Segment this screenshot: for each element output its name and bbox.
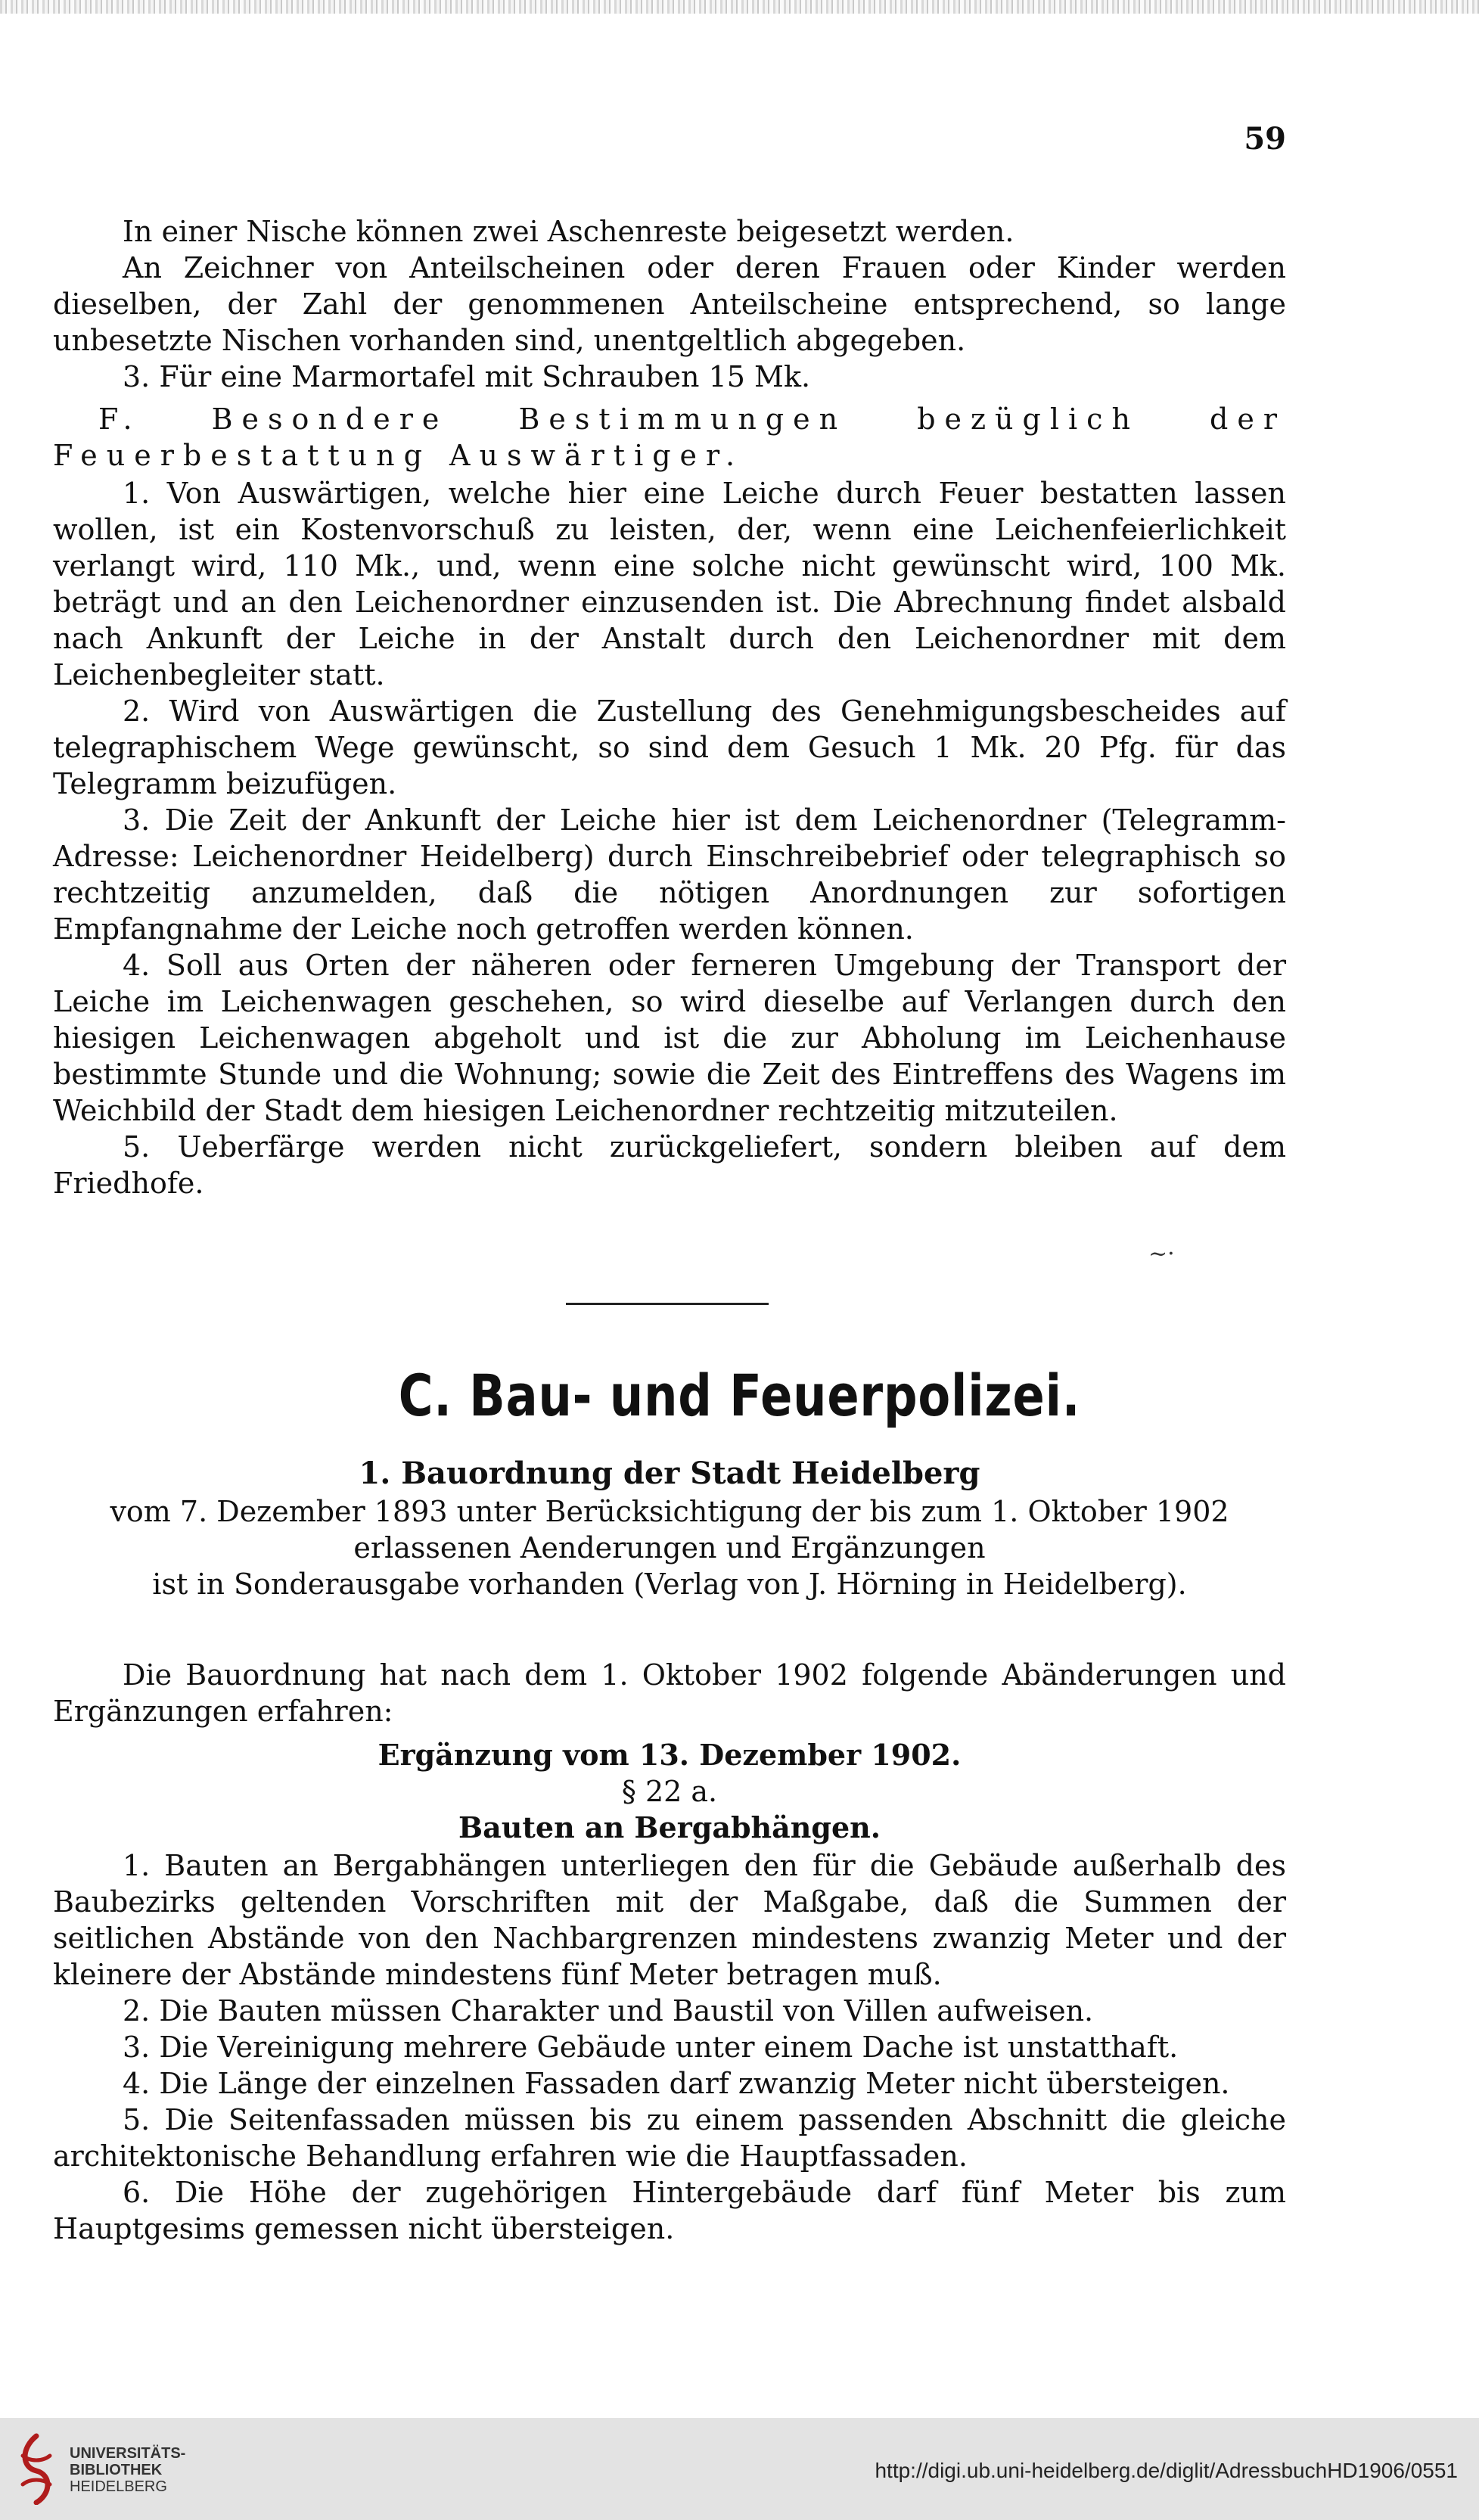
paragraph: An Zeichner von Anteilscheinen oder deren Frauen oder Kinder werden dieselben, der Zahl der genommenen Anteilscheine entsprechend, so lange unbesetzte Nischen vorhanden sind, unentgeltlich abgegeben. <box>53 251 1286 357</box>
list-item: 2. Die Bauten müssen Charakter und Baustil von Villen aufweisen. <box>123 1994 1094 2027</box>
list-item: 5. Ueberfärge werden nicht zurückgeliefert, sondern bleiben auf dem Friedhofe. <box>53 1130 1286 1200</box>
bauordnung-subtitle: vom 7. Dezember 1893 unter Berücksichtigung der bis zum 1. Oktober 1902 erlassenen Aenderungen und Ergänzungen <box>110 1495 1229 1565</box>
section-heading: F. Besondere Bestimmungen bezüglich der Feuerbestattung Auswärtiger. <box>53 402 1286 472</box>
list-item: 5. Die Seitenfassaden müssen bis zu einem passenden Abschnitt die gleiche architektonische Behandlung erfahren wie die Hauptfassaden. <box>53 2103 1286 2173</box>
library-seal-icon <box>14 2433 59 2505</box>
section-f <box>53 401 1286 474</box>
paragraph-number: § 22 a. <box>621 1775 718 1808</box>
paragraph: 3. Für eine Marmortafel mit Schrauben 15 Mk. <box>123 360 811 393</box>
bauordnung-title: 1. Bauordnung der Stadt Heidelberg <box>359 1456 980 1491</box>
list-item: 6. Die Höhe der zugehörigen Hintergebäude darf fünf Meter bis zum Hauptgesims gemessen nicht übersteigen. <box>53 2176 1286 2245</box>
paragraph: In einer Nische können zwei Aschenreste beigesetzt werden. <box>123 215 1014 248</box>
supplement <box>53 1737 1286 1846</box>
section-e-continuation <box>53 213 1286 395</box>
bauordnung-intro: Die Bauordnung hat nach dem 1. Oktober 1902 folgende Abänderungen und Ergänzungen erfahren: <box>53 1658 1286 1728</box>
page-number: 59 <box>1244 121 1286 157</box>
list-item: 3. Die Zeit der Ankunft der Leiche hier ist dem Leichenordner (Telegramm-Adresse: Leichenordner Heidelberg) durch Einschreibebrief oder telegraphisch so rechtzeitig anzumelden, daß die nötigen Anordnungen zur sofortigen Empfangnahme der Leiche noch getroffen werden können. <box>53 803 1286 946</box>
bauordnung-availability: ist in Sonderausgabe vorhanden (Verlag von J. Hörning in Heidelberg). <box>152 1568 1187 1601</box>
chapter-heading: C. Bau- und Feuerpolizei. <box>398 1362 1081 1429</box>
list-item: 4. Die Länge der einzelnen Fassaden darf zwanzig Meter nicht übersteigen. <box>123 2067 1230 2100</box>
scan-mark: ~· <box>1148 1241 1175 1267</box>
supplement-items <box>53 1847 1286 2247</box>
scan-top-edge <box>0 0 1479 14</box>
supplement-heading: Ergänzung vom 13. Dezember 1902. <box>378 1738 962 1772</box>
logo-line: UNIVERSITÄTS- <box>70 2445 186 2462</box>
list-item: 4. Soll aus Orten der näheren oder ferneren Umgebung der Transport der Leiche im Leichenwagen geschehen, so wird dieselbe auf Verlangen durch den hiesigen Leichenwagen abgeholt und ist die zur Abholung im Leichenhause bestimmte Stunde und die Wohnung; sowie die Zeit des Eintreffens des Wagens im Weichbild der Stadt dem hiesigen Leichenordner rechtzeitig mitzuteilen. <box>53 949 1286 1127</box>
footer-bar <box>0 2418 1479 2520</box>
bauordnung-intro-block <box>53 1657 1286 1729</box>
bauordnung-header <box>53 1454 1286 1602</box>
library-logo-text <box>70 2445 185 2495</box>
section-divider <box>566 1303 769 1305</box>
list-item: 1. Bauten an Bergabhängen unterliegen den für die Gebäude außerhalb des Baubezirks geltenden Vorschriften mit der Maßgabe, daß die Summen der seitlichen Abstände von den Nachbargrenzen mindestens zwanzig Meter und der kleinere der Abstände mindestens fünf Meter betragen muß. <box>53 1849 1286 1991</box>
list-item: 1. Von Auswärtigen, welche hier eine Leiche durch Feuer bestatten lassen wollen, ist ein Kostenvorschuß zu leisten, der, wenn eine Leichenfeierlichkeit verlangt wird, 110 Mk., und, wenn eine solche nicht gewünscht wird, 100 Mk. beträgt und an den Leichenordner einzusenden ist. Die Abrechnung findet alsbald nach Ankunft der Leiche in der Anstalt durch den Leichenordner mit dem Leichenbegleiter statt. <box>53 477 1286 691</box>
list-item: 2. Wird von Auswärtigen die Zustellung des Genehmigungsbescheides auf telegraphischem Wege gewünscht, so sind dem Gesuch 1 Mk. 20 Pfg. für das Telegramm beizufügen. <box>53 694 1286 800</box>
source-url-link[interactable]: http://digi.ub.uni-heidelberg.de/diglit/AdressbuchHD1906/0551 <box>875 2459 1458 2482</box>
list-item: 3. Die Vereinigung mehrere Gebäude unter einem Dache ist unstatthaft. <box>123 2031 1179 2064</box>
paragraph-title: Bauten an Bergabhängen. <box>458 1810 881 1844</box>
section-f-items <box>53 475 1286 1201</box>
logo-line: BIBLIOTHEK <box>70 2462 163 2478</box>
logo-line: HEIDELBERG <box>70 2478 167 2495</box>
